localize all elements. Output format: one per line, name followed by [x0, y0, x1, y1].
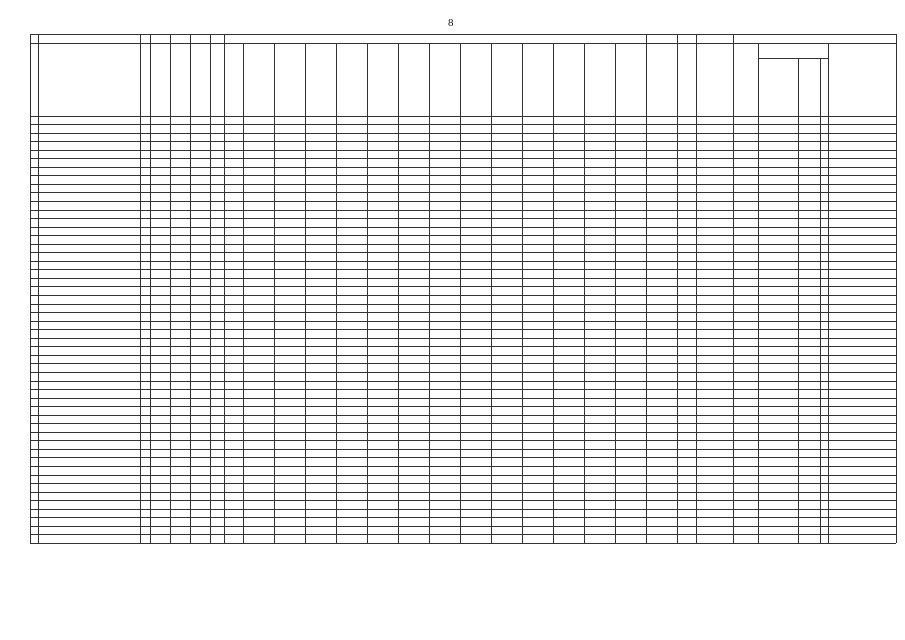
table-column-rule: [553, 43, 554, 543]
header-work-6: [400, 44, 427, 114]
header-area-premises: [171, 36, 189, 114]
table-rule: [30, 449, 896, 450]
table-rule: [30, 389, 896, 390]
table-column-rule: [696, 34, 697, 543]
works-group-rule: [30, 43, 896, 44]
header-work-9: [493, 44, 520, 114]
header-work-2: [276, 44, 303, 114]
table-rule: [30, 338, 896, 339]
header-work-7: [431, 44, 458, 114]
table-rule: [30, 210, 896, 211]
header-work-4: [338, 44, 365, 114]
table-column-rule: [646, 34, 647, 543]
header-num: [31, 36, 37, 114]
table-column-rule: [896, 34, 897, 543]
table-rule: [30, 329, 896, 330]
table-rule: [30, 526, 896, 527]
table-column-rule: [30, 34, 31, 543]
table-column-rule: [491, 43, 492, 543]
table-rule: [30, 432, 896, 433]
table-column-rule: [828, 43, 829, 543]
header-work-11: [555, 44, 582, 114]
table-column-rule: [398, 43, 399, 543]
table-column-rule: [140, 34, 141, 543]
table-column-rule: [460, 43, 461, 543]
table-rule: [30, 509, 896, 510]
header-state-federal: [759, 60, 797, 114]
header-completion-date: [697, 36, 732, 114]
table-column-rule: [584, 43, 585, 543]
table-column-rule: [677, 34, 678, 543]
table-column-rule: [733, 34, 734, 543]
table-rule: [30, 34, 896, 35]
table-rule: [30, 406, 896, 407]
table-rule: [30, 295, 896, 296]
header-total-cost: [678, 36, 695, 114]
table-column-rule: [429, 43, 430, 543]
state-support-rule: [758, 58, 828, 59]
table-column-rule: [522, 43, 523, 543]
header-area-owned: [191, 36, 209, 114]
table-rule: [30, 398, 896, 399]
page-number: 8: [448, 17, 454, 29]
header-state-local: [821, 60, 827, 114]
table-rule: [30, 150, 896, 151]
table-rule: [30, 286, 896, 287]
table-rule: [30, 116, 896, 117]
table-column-rule: [170, 34, 171, 543]
table-rule: [30, 235, 896, 236]
table-column-rule: [798, 58, 799, 543]
capital-repair-table: [30, 34, 896, 634]
table-column-rule: [305, 43, 306, 543]
table-column-rule: [210, 34, 211, 543]
table-column-rule: [615, 43, 616, 543]
table-rule: [30, 423, 896, 424]
table-rule: [30, 167, 896, 168]
header-work-12: [586, 44, 613, 114]
table-rule: [30, 543, 896, 544]
table-column-rule: [224, 34, 225, 543]
table-rule: [30, 192, 896, 193]
header-work-0: [226, 44, 241, 114]
table-rule: [30, 475, 896, 476]
table-rule: [30, 158, 896, 159]
table-rule: [30, 500, 896, 501]
table-rule: [30, 252, 896, 253]
table-rule: [30, 321, 896, 322]
table-rule: [30, 372, 896, 373]
table-column-rule: [190, 34, 191, 543]
table-rule: [30, 381, 896, 382]
table-column-rule: [336, 43, 337, 543]
header-fund-total: [734, 44, 757, 114]
table-rule: [30, 124, 896, 125]
table-rule: [30, 346, 896, 347]
table-rule: [30, 133, 896, 134]
table-column-rule: [367, 43, 368, 543]
table-rule: [30, 312, 896, 313]
table-rule: [30, 415, 896, 416]
table-column-rule: [820, 58, 821, 543]
table-rule: [30, 492, 896, 493]
table-rule: [30, 201, 896, 202]
header-apartments: [211, 36, 223, 114]
table-rule: [30, 355, 896, 356]
header-work-8: [462, 44, 489, 114]
header-year: [141, 36, 149, 114]
table-rule: [30, 141, 896, 142]
table-column-rule: [274, 43, 275, 543]
table-rule: [30, 218, 896, 219]
table-rule: [30, 466, 896, 467]
table-rule: [30, 483, 896, 484]
table-column-rule: [243, 43, 244, 543]
table-rule: [30, 269, 896, 270]
table-rule: [30, 440, 896, 441]
table-rule: [30, 227, 896, 228]
table-rule: [30, 517, 896, 518]
table-rule: [30, 175, 896, 176]
header-work-10: [524, 44, 551, 114]
header-area-total: [151, 36, 169, 114]
header-work-13: [617, 44, 644, 114]
table-rule: [30, 261, 896, 262]
header-state-regional: [799, 60, 819, 114]
table-rule: [30, 363, 896, 364]
header-work-1: [245, 44, 272, 114]
table-rule: [30, 457, 896, 458]
table-column-rule: [38, 34, 39, 543]
table-rule: [30, 304, 896, 305]
table-rule: [30, 278, 896, 279]
table-column-rule: [758, 43, 759, 543]
table-rule: [30, 244, 896, 245]
header-work-5: [369, 44, 396, 114]
table-rule: [30, 184, 896, 185]
table-rule: [30, 534, 896, 535]
table-column-rule: [150, 34, 151, 543]
header-work-3: [307, 44, 334, 114]
